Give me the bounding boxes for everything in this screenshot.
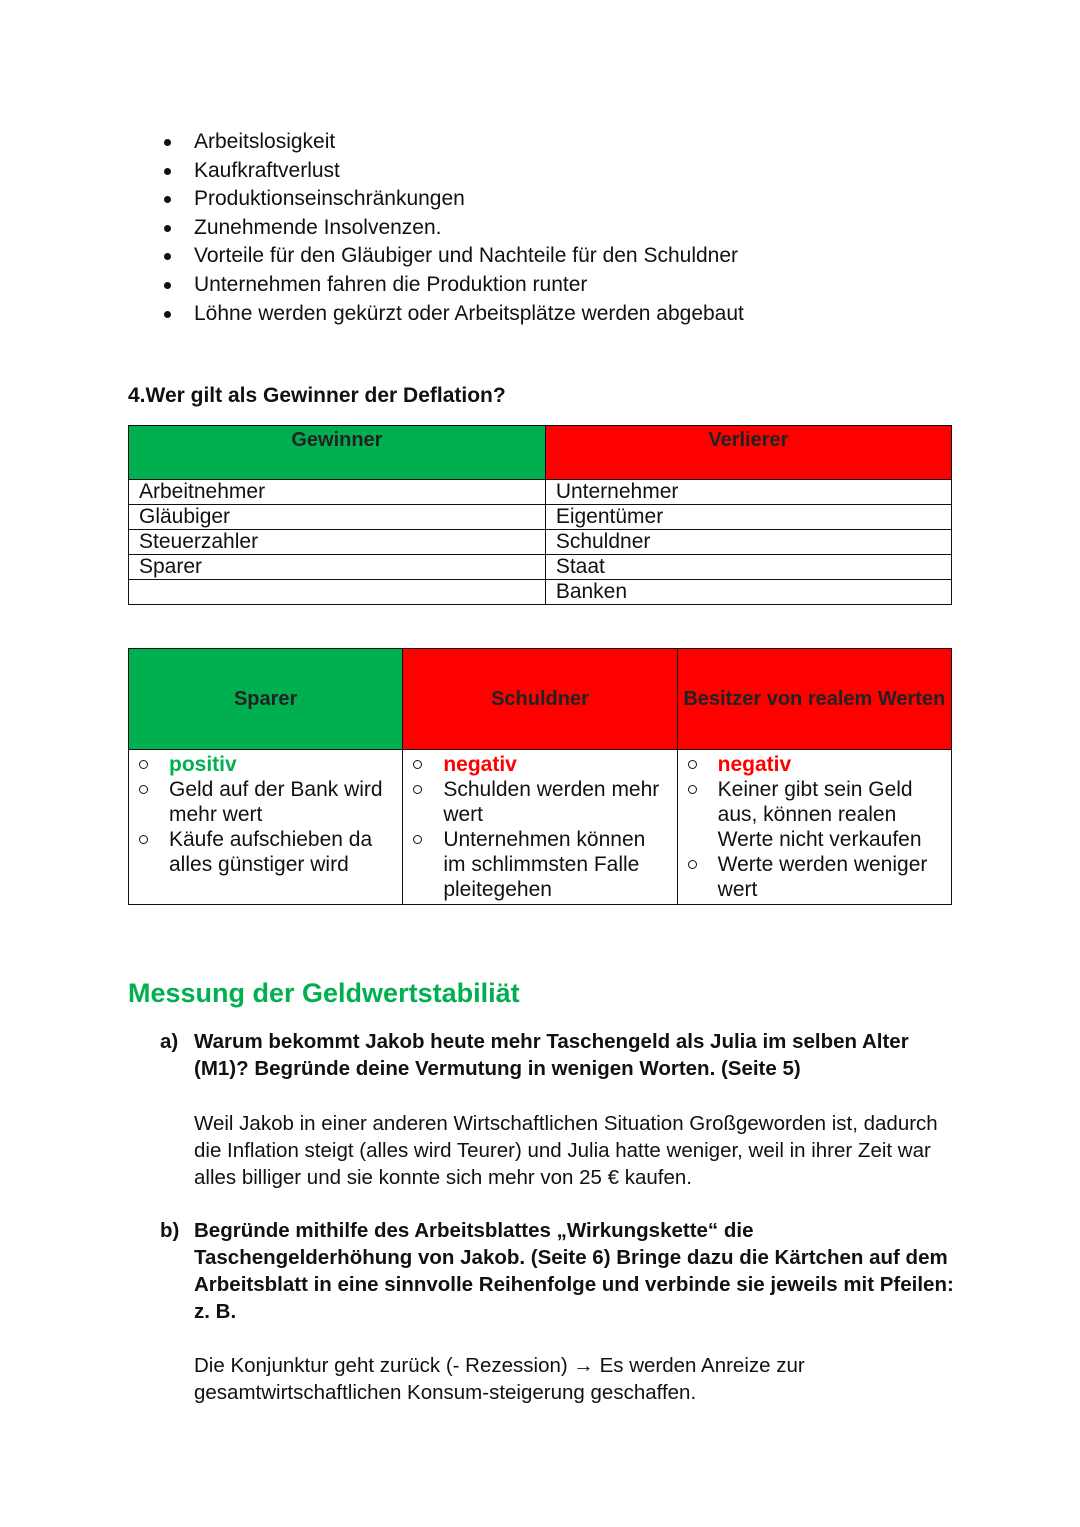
table-cell: Sparer <box>129 555 546 580</box>
list-item: Kaufkraftverlust <box>160 157 744 186</box>
table-cell: Staat <box>545 555 951 580</box>
question-b <box>160 1217 960 1325</box>
question-label: a) <box>160 1030 179 1053</box>
list-item: Unternehmen fahren die Produktion runter <box>160 271 744 300</box>
list-item: Schulden werden mehr wert <box>443 777 668 827</box>
table-cell: Unternehmer <box>545 480 951 505</box>
list-item: Produktionseinschränkungen <box>160 185 744 214</box>
savers-cell <box>129 750 403 905</box>
answer-b: Die Konjunktur geht zurück (- Rezession) → Es werden Anreize zur gesamtwirtschaftlichen Konsum-steigerung geschaffen. <box>194 1354 805 1404</box>
table-cell: Gläubiger <box>129 505 546 530</box>
winner-header: Gewinner <box>129 426 546 480</box>
list-item: Käufe aufschieben da alles günstiger wird <box>169 827 394 877</box>
table-cell <box>129 580 546 605</box>
real-assets-header: Besitzer von realem Werten <box>677 649 951 750</box>
question-text: Warum bekommt Jakob heute mehr Taschengeld als Julia im selben Alter (M1)? Begründe deine Vermutung in wenigen Worten. (Seite 5) <box>194 1030 909 1080</box>
table-row <box>129 555 952 580</box>
table-row <box>129 530 952 555</box>
list-item: Löhne werden gekürzt oder Arbeitsplätze werden abgebaut <box>160 300 744 329</box>
table-cell: Banken <box>545 580 951 605</box>
list-item: Keiner gibt sein Geld aus, können realen Werte nicht verkaufen <box>718 777 943 852</box>
list-item: Werte werden weniger wert <box>718 852 943 902</box>
table-row <box>129 750 952 905</box>
question-text: Begründe mithilfe des Arbeitsblattes „Wirkungskette“ die Taschengelderhöhung von Jakob. (Seite 6) Bringe dazu die Kärtchen auf dem Arbeitsblatt in eine sinnvolle Reihenfolge und verbinde sie jeweils mit Pfeilen: z. B. <box>194 1219 954 1323</box>
verdict-positive: positiv <box>169 752 394 777</box>
real-assets-cell <box>677 750 951 905</box>
table-row <box>129 580 952 605</box>
question-a <box>160 1028 960 1082</box>
winners-losers-table <box>128 425 952 605</box>
table-cell: Arbeitnehmer <box>129 480 546 505</box>
list-item: Geld auf der Bank wird mehr wert <box>169 777 394 827</box>
effects-by-group-table <box>128 648 952 905</box>
verdict-negative: negativ <box>718 752 943 777</box>
list-item: Arbeitslosigkeit <box>160 128 744 157</box>
table-row <box>129 480 952 505</box>
table-cell: Schuldner <box>545 530 951 555</box>
debtors-header: Schuldner <box>403 649 677 750</box>
verdict-negative: negativ <box>443 752 668 777</box>
table-row <box>129 505 952 530</box>
question-label: b) <box>160 1219 180 1242</box>
question-4-heading: 4.Wer gilt als Gewinner der Deflation? <box>128 384 506 407</box>
section-heading: Messung der Geldwertstabiliät <box>128 978 520 1008</box>
list-item: Zunehmende Insolvenzen. <box>160 214 744 243</box>
list-item: Unternehmen können im schlimmsten Falle pleitegehen <box>443 827 668 902</box>
answer-a: Weil Jakob in einer anderen Wirtschaftlichen Situation Großgeworden ist, dadurch die Inflation steigt (alles wird Teurer) und Julia hatte weniger, weil in ihrer Zeit war alles billiger und sie konnte sich mehr von 25 € kaufen. <box>194 1112 938 1189</box>
debtors-cell <box>403 750 677 905</box>
list-item: Vorteile für den Gläubiger und Nachteile für den Schuldner <box>160 242 744 271</box>
loser-header: Verlierer <box>545 426 951 480</box>
effects-list <box>160 128 744 328</box>
table-cell: Steuerzahler <box>129 530 546 555</box>
table-cell: Eigentümer <box>545 505 951 530</box>
savers-header: Sparer <box>129 649 403 750</box>
